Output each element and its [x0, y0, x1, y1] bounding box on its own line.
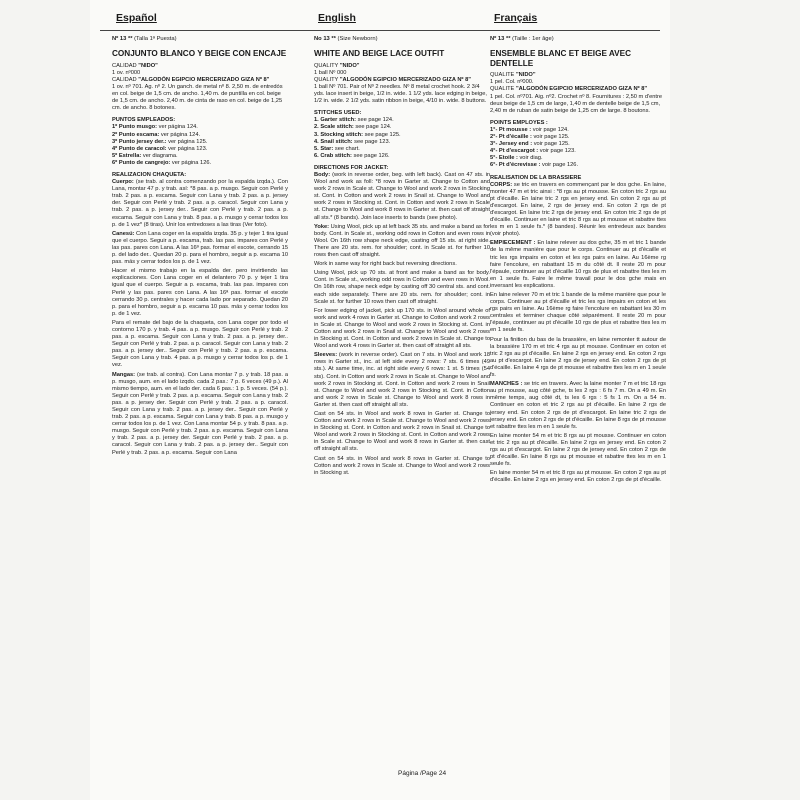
pattern-number: No 13 ** (Size Newborn) — [314, 36, 378, 42]
direction-paragraph: Work in same way for right back but reversing directions. — [314, 261, 457, 268]
direction-paragraph: Yoke: Using Wool, pick up at left back 35 sts. and make a band as for body. Cont. in Scale st., working odd rows in Cotton and even rows in Wool. On 16th row shape neck edge, casting off 15 sts. at right side. There are 20 sts. rem. for shoulder; cont. in Scale st. for further 10 rows then cast off straight. — [314, 223, 490, 259]
stitch-item: 2. Scale stitch: see page 124. — [314, 124, 392, 131]
pattern-title: CONJUNTO BLANCO Y BEIGE CON ENCAJE — [112, 49, 287, 59]
stitch-item: 3º Punto jersey der.: ver página 125. — [112, 138, 208, 145]
stitch-item: 1. Garter stitch: see page 124. — [314, 117, 394, 124]
stitch-item: 6. Crab stitch: see page 126. — [314, 152, 390, 159]
stitch-item: 2º Punto escama: ver página 124. — [112, 131, 201, 138]
stitches-heading: POINTS EMPLOYES : — [490, 119, 548, 126]
stitches-heading: PUNTOS EMPLEADOS: — [112, 117, 176, 124]
stitch-item: 6°- Pt d'écrevisse : voir page 126. — [490, 162, 579, 169]
header-english: English — [318, 12, 356, 24]
column-spanish — [112, 36, 288, 766]
stitch-item: 4°- Pt d'escargot : voir page 123. — [490, 148, 576, 155]
stitches-list — [112, 124, 288, 167]
quality-block: QUALITY "NIDO" 1 ball Nº 000 QUALITY "ALGODÓN EGIPCIO MERCERIZADO GIZA Nº 8" 1 ball Nº 701. Pair of Nº 2 needles. Nº 8 metal crochet hook. 2 3/4 yds. lace insert in beige, 1/2 in. wide. 1 1/2 yds. lace edging in beige, 1/2 in. wide. 2 1/2 yds. satin ribbon in beige, 4/10 in. wide. 8 buttons. — [314, 63, 490, 106]
header-rule — [100, 30, 660, 31]
directions-heading: REALISATION DE LA BRASSIERE — [490, 174, 582, 181]
stitches-list — [314, 117, 490, 160]
direction-paragraph: Hacer el mismo trabajo en la espalda der. pero invirtiendo las explicaciones. Con Lana coger en el delantero 70 p. y tejer 1 tira igual que el cuerpo. Seguir a p. escama, trab. las pas. impares con Perlé y las pas. pares con Lana. A las 16ª pas. formar el escote cerrando 30 p. centrales y hacer cada lado por separado. Quedan 20 p. para el hombro, seguir a p. escama 10 pas. más y cerrar todos los p. de 1 vez. — [112, 268, 288, 317]
materials: 1 ov. nº 701. Ag. nº 2. Un ganch. de metal nº 8. 2,50 m. de entredós en col. beige de 1,5 cm. de ancho. 1,40 m. de puntilla en col. beige de 1,5 cm. de ancho. 2,40 m. de cinta de raso en col. beige de 1,25 cm. de ancho. 8 botones. — [112, 83, 283, 112]
materials: 1 ball Nº 701. Pair of Nº 2 needles. Nº 8 metal crochet hook. 2 3/4 yds. lace insert in beige, 1/2 in. wide. 1 1/2 yds. lace edging in beige, 1/2 in. wide. 2 1/2 yds. satin ribbon in beige, 4/10 in. wide. 8 buttons. — [314, 83, 487, 105]
direction-paragraph: MANCHES : se tric en travers. Avec la laine monter 7 m et tric 18 rgs au pt mousse, aug côté gche, ts les 2 rgs : 6 fs 7 m. On a 49 m. En même temps, aug côté dt, ts les 6 rgs : 5 fs 1 m. On a 54 m. Continuer en coton et tric 2 rgs au pt d'écaille. En laine 2 rgs de jersey end. En coton 2 rgs de pt d'escargot. En laine tric 2 rgs de jersey end. En coton 2 rgs de pt d'écaille. En laine 8 rgs de pt mousse et rabattre ttes les m en 1 seule fs. — [490, 381, 666, 430]
direction-paragraph: Cast on 54 sts. in Wool and work 8 rows in Garter st. Change to Cotton and work 2 rows in Scale st. Change to Wool and work 2 rows in Stocking st. Cont. in Cotton and work 2 rows in Snail st. Change to Wool and work 2 rows in Stocking st. Cont. in Cotton and work 2 rows in Scale st. Change to Wool and work 8 rows in Garter st. then cast off straight all sts. — [314, 411, 490, 453]
header-spanish: Español — [116, 12, 157, 24]
direction-paragraph: Pour la finition du bas de la brassière, en laine remonter tt autour de la brassière 170 m et tric 4 rgs au pt mousse. Continuer en coton et tric 2 rgs au pt d'écaille. En laine 2 rgs en jersey end. En coton 2 rgs au pt d'escargot. En laine 2 rgs de jersey end. En coton 2 rgs de pt d'écaille. En laine 4 rgs de pt mousse et rabattre ttes les m en 1 seule fs. — [490, 336, 666, 379]
stitch-item: 3. Stocking stitch: see page 125. — [314, 131, 401, 138]
pattern-title: WHITE AND BEIGE LACE OUTFIT — [314, 49, 445, 59]
directions-heading: DIRECTIONS FOR JACKET: — [314, 164, 389, 171]
page-number: Página /Page 24 — [398, 770, 447, 777]
column-french — [490, 36, 666, 766]
stitch-item: 5º Estrella: ver diagrama. — [112, 152, 178, 159]
direction-paragraph: Canesú: Con Lana coger en la espalda izqda. 35 p. y tejer 1 tira igual que el cuerpo. Seguir a p. escama, trab. las pas. impares con Perlé y las pas. pares con Lana. A las 16ª pas. formar el escote, cerrando 15 p. del lado der.. Quedan 20 p. para el hombro, seguir a p. escama 10 pas. más y cerrar todos los p. de 1 vez. — [112, 230, 288, 266]
stitch-item: 1°- Pt mousse : voir page 124. — [490, 126, 569, 133]
direction-paragraph: En laine monter 54 m et tric 8 rgs au pt mousse. Continuer en coton et tric 2 rgs au pt d'écaille. En laine 2 rgs en jersey end. En coton 2 rgs au pt d'escargot. En laine 2 rgs de jersey end. En coton 2 rgs de pt d'écaille. En laine 8 rgs au pt mousse et rabattre ttes les m en 1 seule fs. — [490, 432, 666, 468]
direction-paragraph: For lower edging of jacket, pick up 170 sts. in Wool around whole of work and work 4 rows in Garter st. Change to Cotton and work 2 rows in Scale st. Change to Wool and work 2 rows in Stocking st. Cont. in Cotton and work 2 rows in Snail st. Change to Wool and work 2 rows in Stocking st. Cont. in Cotton and work 2 rows in Scale st. Change to Wool and work 4 rows in Garter st. then cast off straight all sts. — [314, 307, 490, 350]
stitch-item: 1º Punto musgo: ver página 124. — [112, 124, 198, 131]
direction-paragraph: Cuerpo: (se trab. al contra comenzando por la espalda izqda.). Con Lana, montar 47 p. y trab. así: *8 pas. a p. musgo. Seguir con Perlé y trab. 2 pas. a p. escama. Seguir con Lana y trab. 2 pas. a p. jersey der. Seguir con Perlé y trab. 2 pas. a p. caracol. Seguir con Lana y trab. 2 pas. a p. jersey der.. Seguir con Perlé y trab. 2 pas. a p. escama. Seguir con Lana y trab. 8 pas. a p. musgo y cerrar todos los p. de 1 vez* (8 tiras). Unir los entredoses a las tiras (Ver foto). — [112, 179, 288, 228]
directions-heading: REALIZACION CHAQUETA: — [112, 172, 187, 178]
direction-paragraph: Sleeves: (work in reverse order). Cast on 7 sts. in Wool and work 18 rows in Garter st., inc. at left side every 2 rows: 7 sts. 6 times (49 sts.). At same time, inc. at right side every 6 rows: 1 st. 5 times (54 sts). Cont. in Cotton and work 2 rows in Scale st. Change to Wool and work 2 rows in Stocking st. Cont. in Cotton and work 2 rows in Snail st. Change to Wool and work 2 rows in Stocking st. Cont. in Cotton and work 2 rows in Scale st. Change to Wool and work 8 rows in Garter st. then cast off straight all sts. — [314, 352, 490, 408]
direction-paragraph: Using Wool, pick up 70 sts. at front and make a band as for body. Cont. in Scale st., working odd rows in Cotton and even rows in Wool. On 16th row, shape neck edge by casting off 30 central sts. and cont. each side separately. There are 20 sts. rem. for shoulder; cont. in Scale st. for further 10 rows then cast off straight. — [314, 270, 490, 305]
direction-paragraph: En laine monter 54 m et tric 8 rgs au pt mousse. En coton 2 rgs au pt d'écaille. En laine 2 rgs en jersey end. En coton 2 rgs de pt d'écaille. — [490, 470, 666, 484]
direction-paragraph: En laine relever 70 m et tric 1 bande de la même manière que pour le corps. Continuer au pt d'écaille et tric les rgs impairs en coton et les rgs pairs en laine. Au 16ème rg faire l'encolure en rabattant les 30 m centrales et terminer chaque côté séparément. Il reste 20 m pour l'épaule, continuer au pt d'écaille 10 rgs de plus et rabattre ttes les m en 1 seule fs. — [490, 292, 666, 334]
pattern-title: ENSEMBLE BLANC ET BEIGE AVEC DENTELLE — [490, 49, 632, 68]
pattern-number: Nº 13 ** (Talla 1ª Puesta) — [112, 36, 177, 42]
direction-paragraph: Cast on 54 sts. in Wool and work 8 rows in Garter st. Change to Cotton and work 2 rows in Scale st. Change to Wool and work 2 rows in Stocking st. — [314, 455, 490, 476]
header-french: Français — [494, 12, 538, 24]
stitch-item: 5. Star: see chart. — [314, 145, 360, 152]
stitch-item: 6º Punto de cangrejo: ver página 126. — [112, 159, 212, 166]
direction-paragraph: Mangas: (se trab. al contra). Con Lana montar 7 p. y trab. 18 pas. a p. musgo, aum. en el lado izqdo. cada 2 pas.: 7 p. 6 veces (49 p.). Al mismo tiempo, aum. en el lado der. cada 6 pas.: 1 p. 5 veces. (54 p.). Seguir con Perlé y trab. 2 pas. a p. escama. Seguir con Lana y trab. 2 pas. a p. jersey der. Seguir con Perlé y trab. 2 pas. a p. caracol. Seguir con Lana y trab. 2 pas. a p. jersey der.. Seguir con Perlé y trab. 2 pas. a p. escama. Seguir con Lana y trab. 8 pas. a p. musgo y cerrar todos los p. de 1 vez. Con Lana montar 54 p. y trab. 8 pas. a p. musgo. Seguir con Perlé y trab. 2 pas. a p. escama. Seguir con Lana y trab. 2 pas. a p. jersey der. Seguir con Perlé y trab. 2 pas. a p. caracol. Seguir con Lana y trab. 2 pas. a p. jersey der.. Seguir con Perlé y trab. 2 pas. a p. escama. Seguir con Lana — [112, 371, 288, 456]
column-english — [314, 36, 490, 766]
stitch-item: 5°- Etoile : voir diag. — [490, 155, 543, 162]
direction-paragraph: EMPIECEMENT : En laine relever au dos gche, 35 m et tric 1 bande de la même manière que pour le corps. Continuer au pt d'écaille et tric les rgs impairs en coton et les rgs pairs en laine. Au 16ème rg faire l'encolure, en rabattant 15 m du côté dt. Il reste 20 m pour l'épaule, continuer au pt d'écaille 10 rgs de plus et rabattre ttes les m en 1 seule fs. Faire le même travail pour le dos gche mais en inversant les explications. — [490, 240, 666, 289]
stitch-item: 4º Punto de caracol: ver página 123. — [112, 145, 208, 152]
direction-paragraph: Para el remate del bajo de la chaqueta, con Lana coger por todo el contorno 170 p. y trab. 4 pas. a p. musgo. Seguir con Perlé y trab. 2 pas. a p. escama. Seguir con Lana y trab. 2 pas. a p. jersey der.. Seguir con Perlé y trab. 2 pas. a p. caracol. Seguir con Lana y trab. 2 pas. a p. jersey der.. Seguir con Perlé y trab. 2 pas. a p. escama. Seguir con Lana y trab. 4 pas. a p. musgo y cerrar todos los p. de 1 vez. — [112, 319, 288, 369]
pattern-number: Nº 13 ** (Taille : 1er âge) — [490, 36, 554, 42]
quality-block: CALIDAD "NIDO" 1 ov. nº000 CALIDAD "ALGODÓN EGIPCIO MERCERIZADO GIZA Nº 8" 1 ov. nº 701. Ag. nº 2. Un ganch. de metal nº 8. 2,50 m. de entredós en col. beige de 1,5 cm. de ancho. 1,40 m. de puntilla en col. beige de 1,5 cm. de ancho. 2,40 m. de cinta de raso en col. beige de 1,25 cm. de ancho. 8 botones. — [112, 63, 288, 113]
quality-block: QUALITE "NIDO" 1 pel. Col. nº000. QUALITE "ALGODÓN EGIPCIO MERCERIZADO GIZA Nº 8" 1 pel. Col. nº701. Aig. nº2. Crochet nº 8. Fournitures : 2,50 m d'entre deux beige de 1,5 cm de large, 1,40 m de dentelle beige de 1,5 cm, 2,40 m de ruban de satin beige de 1,25 cm de large. 8 boutons. — [490, 72, 666, 115]
stitches-heading: STITCHES USED: — [314, 110, 362, 117]
direction-paragraph: CORPS: se tric en travers en commençant par le dos gche. En laine, monter 47 m et tric ainsi : *8 rgs au pt mousse. En coton tric 2 rgs au pt d'écaille. En laine tric 2 rgs en jersey end. En coton 2 rgs au pt d'escargot. En laine, 2 rgs de jersey end. En coton 2 rgs de pt d'escargot. En laine tric 2 rgs de jersey end. En coton tric 2 rgs de pt d'écaille. Continuer en laine et tric 8 rgs au pt mousse et rabattre ttes les m en 1 seule fs.* (8 bandes). Réunir les entredeux aux bandes (voir photo). — [490, 181, 666, 238]
direction-paragraph: Body: (work in reverse order, beg. with left back). Cast on 47 sts. in Wool and work as foll: *8 rows in Garter st. Change to Cotton and work 2 rows in Scale st. Change to Wool and work 2 rows in Stocking st. Cont. in Cotton and work 2 rows in Snail st. Change to Wool and work 2 rows in Stocking st. Cont. in Cotton and work 2 rows in Scale st. Change to Wool and work 8 rows in Garter st. then cast off straight all sts.* (8 bands). Join lace inserts to bands (see photo). — [314, 172, 490, 221]
stitch-item: 4. Snail stitch: see page 123. — [314, 138, 391, 145]
stitch-item: 3°- Jersey end : voir page 125. — [490, 141, 570, 148]
materials: 1 pel. Col. nº701. Aig. nº2. Crochet nº 8. Fournitures : 2,50 m d'entre deux beige de 1,5 cm de large, 1,40 m de dentelle beige de 1,5 cm, 2,40 m de ruban de satin beige de 1,25 cm de large. 8 boutons. — [490, 93, 663, 114]
stitch-item: 2°- Pt d'écaille : voir page 125. — [490, 134, 570, 141]
stitches-list — [490, 127, 666, 170]
